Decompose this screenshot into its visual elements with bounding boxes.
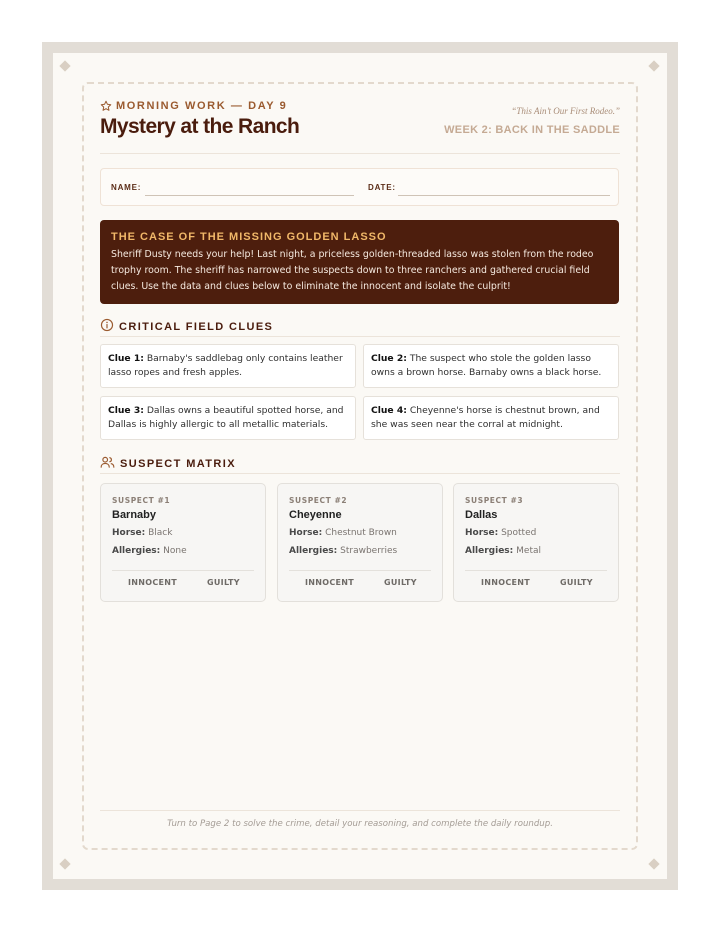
suspects-heading: [100, 455, 236, 472]
clue-text: The suspect who stole the golden lasso owns a brown horse. Barnaby owns a black horse.: [371, 353, 602, 378]
info-icon: [100, 318, 114, 335]
innocent-button[interactable]: INNOCENT: [481, 578, 531, 587]
name-date-box: [100, 168, 619, 206]
clue-card: [363, 396, 619, 440]
suspect-horse: Horse: Black: [112, 528, 173, 538]
clue-text: Dallas owns a beautiful spotted horse, and Dallas is highly allergic to all metallic materials.: [108, 405, 344, 430]
suspect-card: [453, 483, 619, 602]
suspect-name: Dallas: [465, 509, 498, 521]
innocent-button[interactable]: INNOCENT: [128, 578, 178, 587]
footer-divider: [100, 810, 620, 811]
suspect-card: [100, 483, 266, 602]
header-kicker: [100, 100, 287, 112]
innocent-button[interactable]: INNOCENT: [305, 578, 355, 587]
suspects-divider: [100, 473, 620, 474]
suspect-number: SUSPECT #1: [112, 496, 171, 505]
date-field[interactable]: [398, 195, 610, 196]
clue-card: [363, 344, 619, 388]
guilty-button[interactable]: GUILTY: [207, 578, 240, 587]
suspect-allergies: Allergies: Strawberries: [289, 546, 398, 556]
clue-label: Clue 3:: [108, 405, 144, 416]
suspect-horse: Horse: Spotted: [465, 528, 537, 538]
suspect-name: Barnaby: [112, 509, 157, 521]
star-icon: [100, 100, 112, 112]
clue-card: [100, 396, 356, 440]
case-body: Sheriff Dusty needs your help! Last night, a priceless golden-threaded lasso was stolen from the rodeo trophy room. The sheriff has narrowed the suspects down to three ranchers and gathered crucial field clues. Use the data and clues below to eliminate the innocent and isolate the culprit!: [111, 249, 594, 292]
case-title: THE CASE OF THE MISSING GOLDEN LASSO: [111, 231, 387, 243]
clue-label: Clue 4:: [371, 405, 407, 416]
clues-heading: [100, 318, 273, 335]
guilty-button[interactable]: GUILTY: [384, 578, 417, 587]
header-divider: [100, 153, 620, 154]
suspect-number: SUSPECT #2: [289, 496, 348, 505]
clue-text: Cheyenne's horse is chestnut brown, and she was seen near the corral at midnight.: [371, 405, 600, 430]
suspect-allergies: Allergies: Metal: [465, 546, 541, 556]
name-label: NAME:: [111, 183, 142, 192]
week-label: WEEK 2: BACK IN THE SADDLE: [444, 124, 620, 136]
users-icon: [100, 455, 115, 472]
guilty-button[interactable]: GUILTY: [560, 578, 593, 587]
suspects-heading-text: SUSPECT MATRIX: [120, 457, 236, 470]
suspect-name: Cheyenne: [289, 509, 342, 521]
suspect-card: [277, 483, 443, 602]
clue-label: Clue 2:: [371, 353, 407, 364]
suspect-number: SUSPECT #3: [465, 496, 524, 505]
clues-divider: [100, 336, 620, 337]
clue-label: Clue 1:: [108, 353, 144, 364]
header-kicker-text: MORNING WORK — DAY 9: [116, 100, 288, 112]
name-field[interactable]: [145, 195, 354, 196]
date-label: DATE:: [368, 183, 396, 192]
page-title: Mystery at the Ranch: [100, 115, 300, 138]
card-divider: [112, 570, 254, 571]
clue-card: [100, 344, 356, 388]
footer-note: Turn to Page 2 to solve the crime, detail your reasoning, and complete the daily roundup.: [167, 819, 553, 829]
header-quote: “This Ain’t Our First Rodeo.”: [511, 106, 620, 116]
clue-text: Barnaby's saddlebag only contains leather lasso ropes and fresh apples.: [108, 353, 343, 378]
suspect-allergies: Allergies: None: [112, 546, 187, 556]
card-divider: [465, 570, 607, 571]
suspect-horse: Horse: Chestnut Brown: [289, 528, 397, 538]
card-divider: [289, 570, 431, 571]
clues-heading-text: CRITICAL FIELD CLUES: [119, 320, 274, 333]
case-story-box: [100, 220, 619, 304]
